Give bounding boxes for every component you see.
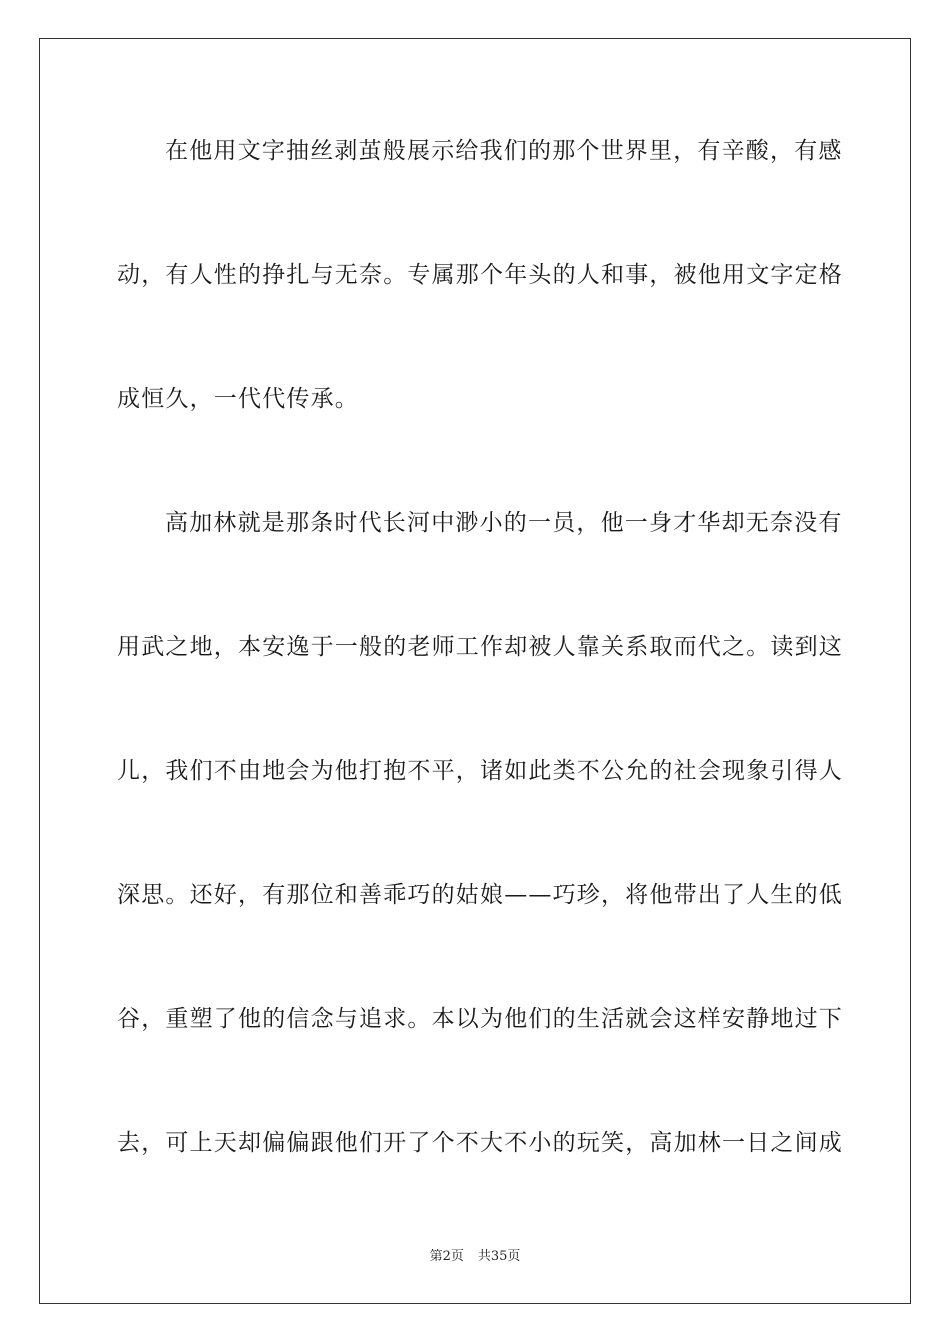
page-number: 第2页 xyxy=(429,1249,464,1264)
paragraph-2-line-4: 深思。还好，有那位和善乖巧的姑娘——巧珍，将他带出了人生的低 xyxy=(117,882,843,908)
page-frame xyxy=(39,38,911,1304)
paragraph-2-line-5: 谷，重塑了他的信念与追求。本以为他们的生活就会这样安静地过下 xyxy=(117,1006,843,1032)
paragraph-2-line-2: 用武之地，本安逸于一般的老师工作却被人靠关系取而代之。读到这 xyxy=(117,634,843,660)
paragraph-1-line-1: 在他用文字抽丝剥茧般展示给我们的那个世界里，有辛酸，有感 xyxy=(165,138,843,164)
page-total: 共35页 xyxy=(477,1249,521,1264)
paragraph-2-line-6: 去，可上天却偏偏跟他们开了个不大不小的玩笑，高加林一日之间成 xyxy=(117,1130,843,1156)
paragraph-1-line-2: 动，有人性的挣扎与无奈。专属那个年头的人和事，被他用文字定格 xyxy=(117,262,843,288)
paragraph-2-line-3: 儿，我们不由地会为他打抱不平，诸如此类不公允的社会现象引得人 xyxy=(117,758,843,784)
page-footer xyxy=(0,1248,950,1266)
paragraph-1-line-3: 成恒久，一代代传承。 xyxy=(117,386,359,412)
paragraph-2-line-1: 高加林就是那条时代长河中渺小的一员，他一身才华却无奈没有 xyxy=(165,510,843,536)
